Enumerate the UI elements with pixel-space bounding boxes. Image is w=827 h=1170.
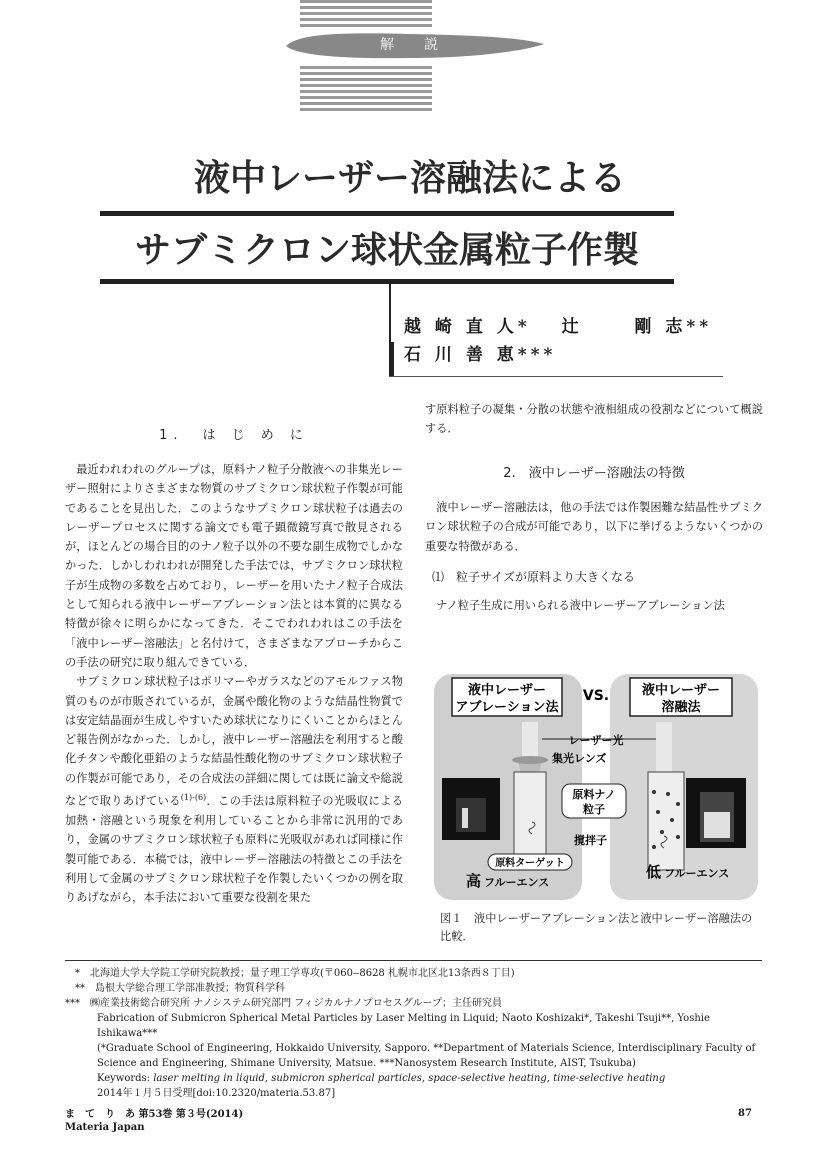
received-date: 2014年１月５日受理[doi:10.2320/materia.53.87] [97,1088,336,1099]
figure-1 [432,672,760,904]
figure-caption [440,910,760,946]
english-title: Fabrication of Submicron Spherical Metal Particles by Laser Melting in Liquid; Naoto Koshizaki*, Takeshi Tsuji**, Yoshie Ishikawa*** [97,1013,710,1039]
footnote-3: *** ㈱産業技術総合研究所 ナノシステム研究部門 フィジカルナノプロセスグループ；主任研究員 [65,998,502,1009]
title-rule-top [100,211,674,216]
figure-label-high: 高 [466,872,482,890]
figure-caption-text: 液中レーザーアブレーション法と液中レーザー溶融法の比較． [440,912,753,943]
author-divider-accent [389,342,394,376]
figure-vs: VS. [582,688,610,704]
page-number: 87 [738,1108,752,1119]
figure-left-title-1: 液中レーザー [467,683,547,698]
subsection-1-body: ナノ粒子生成に用いられる液中レーザーアブレーション法 [436,599,725,612]
figure-label-raw-np-1: 原料ナノ [572,788,616,801]
figure-right-title-1: 液中レーザー [641,683,721,698]
paragraph-1: 最近われわれのグループは，原料ナノ粒子分散液への非集光レーザー照射によりさまざまな物質のサブミクロン球状粒子作製が可能であることを見出した．このようなサブミクロン球状粒子は過去のレーザープロセスに関する論文でも電子顕微鏡写真で散見されるが，ほとんどの場合目的のナノ粒子以外の不要な副生成物でしかなかった．しかしわれわれが開発した手法では，サブミクロン球状粒子が生成物の多数を占めており，レーザーを用いたナノ粒子合成法として知られる液中レーザーアブレーション法とは本質的に異なる特徴が徐々に明らかになってきた．そこでわれわれはこの手法を「液中レーザー溶融法」と名付けて，さまざまなアプローチからこの手法の研究に取り組んできている． [65,463,403,669]
footnote-1: * 北海道大学大学院工学研究院教授；量子理工学専攻(〒060‒8628 札幌市北区北13条西８丁目) [65,968,515,979]
paragraph-continued: す原料粒子の凝集・分散の状態や液相組成の役割などについて概説する． [425,403,763,436]
paragraph-2-text-cont: ．この手法は原料粒子の光吸収による加熱・溶融という現象を利用していることから非常に汎用的であり，金属のサブミクロン球状粒子も原料に光吸収があれば同様に作製可能である．本稿では，液中レーザー溶融法の特徴とこの手法を利用して金属のサブミクロン球状粒子を作製したいくつかの例を取りあげながら，本手法において重要な役割を果た [65,794,403,905]
keywords [97,1071,765,1086]
figure-right-title-2: 溶融法 [661,700,701,715]
column-left [65,460,403,908]
figure-label-laser: レーザー光 [568,734,624,747]
figure-label-high-fluence: フルーエンス [484,876,550,889]
figure-left-title-2: アブレーション法 [455,700,559,715]
authors-line-2: 石 川 善 恵*** [404,345,557,365]
figure-caption-number: 図１ [440,912,463,925]
reference-citation: (1)-(6) [180,793,207,803]
footnote-english [97,1011,765,1101]
figure-label-target: 原料ターゲット [495,858,565,869]
paragraph-2 [65,672,403,907]
figure-vessel-right [648,772,684,870]
figure-label-stirrer: 撹拌子 [574,834,607,847]
title-line-1: 液中レーザー溶融法による [193,158,626,199]
figure-label-lens: 集光レンズ [552,752,607,765]
journal-name-jp: ま て り あ 第53巻 第３号(2014) [65,1109,244,1120]
author-underline [389,376,723,377]
section-2-heading: 2. 液中レーザー溶融法の特徴 [503,466,685,481]
subsection-1-heading: ⑴ 粒子サイズが原料より大きくなる [432,570,636,584]
paragraph-2-text: サブミクロン球状粒子はポリマーやガラスなどのアモルファス物質のものが市販されているが，金属や酸化物のような結晶性物質では安定結晶面が生成しやすいため球状になりにくいことからほとんど報告例がなかった．しかし，液中レーザー溶融法を利用すると酸化チタンや酸化亜鉛のような結晶性酸化物のサブミクロン球状粒子の作製が可能であり，その合成法の詳細に関しては既に論文や総説などで取りあげている [65,675,403,808]
journal-footer [65,1108,243,1134]
authors-line-1: 越 崎 直 人* 辻 剛 志** [404,317,713,337]
figure-label-low-fluence: フルーエンス [664,867,730,880]
article-category: 解 説 [380,37,446,53]
title-rule-bottom [100,279,674,284]
figure-label-low: 低 [646,863,662,881]
title-line-2: サブミクロン球状金属粒子作製 [134,230,639,271]
section-2-body: 液中レーザー溶融法は，他の手法では作製困難な結晶性サブミクロン球状粒子の合成が可能であり，以下に挙げるようないくつかの重要な特徴がある． [425,501,763,553]
keywords-label: Keywords: [97,1073,154,1084]
english-affiliation: (*Graduate School of Engineering, Hokkaido University, Sapporo. **Department of Materials Science, Interdisciplinary Faculty of Science and Engineering, Shimane University, Matsue. ***Nanosystem Research Institute, AIST, Tsukuba) [97,1043,756,1069]
section-1-heading: 1. は じ め に [159,428,309,443]
footnote-rule [65,960,762,961]
keywords-list: laser melting in liquid, submicron spherical particles, space-selective heating, time-selective heating [153,1073,666,1084]
footnote-2: ** 島根大学総合理工学部准教授；物質科学科 [65,983,285,994]
journal-name-en: Materia Japan [65,1122,145,1133]
figure-label-raw-np-2: 粒子 [583,803,605,816]
